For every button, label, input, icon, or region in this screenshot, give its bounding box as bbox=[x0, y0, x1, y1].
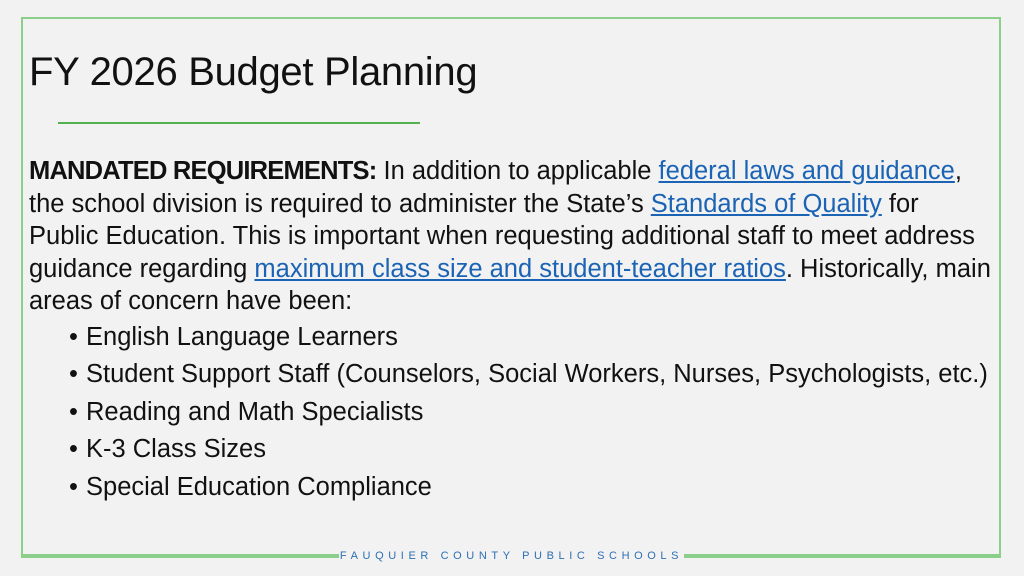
footer-rule-right bbox=[684, 556, 1001, 558]
slide-body bbox=[29, 155, 994, 509]
standards-of-quality-link[interactable]: Standards of Quality bbox=[650, 189, 882, 218]
paragraph-text-2: , the school division is required to administer the State’s bbox=[29, 157, 962, 218]
paragraph-text-3: for Public Education. This is important when requesting additional staff to meet address guidance regarding bbox=[29, 189, 975, 283]
footer-text: FAUQUIER COUNTY PUBLIC SCHOOLS bbox=[339, 550, 684, 562]
list-item-text: K-3 Class Sizes bbox=[86, 435, 266, 463]
footer-rule-left bbox=[21, 556, 339, 558]
bullet-icon: • bbox=[69, 397, 78, 426]
list-item-text: Reading and Math Specialists bbox=[86, 397, 424, 426]
list-item-text: English Language Learners bbox=[86, 322, 398, 351]
bullet-icon: • bbox=[69, 322, 78, 351]
slide-title: FY 2026 Budget Planning bbox=[29, 50, 478, 94]
slide-footer bbox=[0, 550, 1024, 564]
concerns-list bbox=[29, 322, 994, 504]
bullet-icon: • bbox=[69, 472, 78, 501]
paragraph-text-4: . Historically, main areas of concern have been: bbox=[29, 254, 991, 315]
list-item-text: Special Education Compliance bbox=[86, 472, 432, 501]
federal-laws-link[interactable]: federal laws and guidance bbox=[658, 157, 955, 185]
bullet-icon: • bbox=[69, 360, 78, 388]
list-item bbox=[29, 397, 994, 429]
title-underline bbox=[58, 122, 420, 124]
list-item bbox=[29, 359, 994, 391]
class-size-ratios-link[interactable]: maximum class size and student-teacher ratios bbox=[254, 254, 786, 283]
list-item bbox=[29, 434, 994, 466]
list-item bbox=[29, 472, 994, 504]
requirements-paragraph bbox=[29, 155, 994, 318]
requirements-label: MANDATED REQUIREMENTS: bbox=[29, 157, 377, 185]
paragraph-text-1: In addition to applicable bbox=[376, 157, 659, 185]
list-item-text: Student Support Staff (Counselors, Social Workers, Nurses, Psychologists, etc.) bbox=[86, 360, 988, 388]
bullet-icon: • bbox=[69, 435, 78, 463]
list-item bbox=[29, 322, 994, 354]
